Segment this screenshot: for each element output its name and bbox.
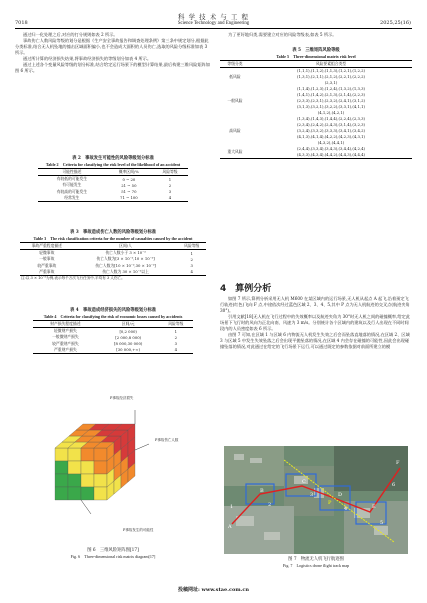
table5-title-en: Table 5 Three-dimensional matrix risk level — [276, 53, 356, 59]
region-label-1: 1 — [230, 504, 234, 510]
table-row: 一般事故 伤亡人数为[3 × 10⁻⁵,10 × 10⁻⁵] 2 — [39, 256, 193, 262]
map-label-c: C — [302, 479, 306, 485]
table4-header: 区间/元 — [98, 321, 159, 328]
figure7-caption-en: Fig. 7 Logistics drone flight track map — [282, 563, 350, 568]
cube-cell — [55, 448, 68, 461]
section-title: 4 算例分析 — [220, 284, 272, 294]
region-label-6: 6 — [392, 482, 396, 488]
figure6-caption-en: Fig. 6 Three-dimensional risk matrix diagram[17] — [70, 554, 156, 559]
table-row: 轻微财产损失 [0,2 000) 1 — [54, 328, 177, 334]
flight-track-map — [224, 446, 408, 554]
table-row: 轻微事故 伤亡人数小于 3 × 10⁻⁵ 1 — [39, 250, 193, 256]
table5-header: 风险要素组合类型 — [250, 61, 412, 68]
cube-cell — [68, 448, 81, 461]
table5 — [220, 60, 412, 159]
risk-cube-diagram — [15, 388, 211, 548]
cube-cell — [68, 461, 81, 474]
right-text — [220, 296, 412, 350]
cube-cell — [81, 487, 94, 500]
cube-cell — [94, 448, 107, 461]
map-label-p: P — [328, 500, 332, 506]
axis-label-bottom: P事故发生的可能性 — [123, 528, 154, 532]
table3-title-cn: 表 3 事故造成伤亡人数的风险等级划分标准 — [69, 230, 157, 235]
figure7-map — [224, 446, 408, 554]
map-label-e: E — [372, 504, 376, 510]
map-label-f: F — [396, 460, 400, 466]
page-number: 7018 — [15, 20, 28, 26]
region-label-4: 4 — [344, 506, 348, 512]
paragraph: 由图 7 可知,在区域 1 与区域 6 内物流无人机发生失效之后会而坠落直地落的情况,在区域 2、区域 3 与区域 5 中发生失效坠落之后会出现平抛坠落的情况,在区域 4 内会存在碰撞的可能性,因此会出现碰撞坠落的情况,对此通过在给定的飞行场景下运行,可以通过既定的参数依据对前面所建立的模 — [220, 332, 410, 349]
axis-line — [81, 500, 91, 514]
table2-header: 风险等级 — [152, 169, 188, 176]
table-row: 经常发生 71 ~ 100 4 — [64, 194, 172, 201]
table-row: 有较低的可能发生 0 ~ 20 1 — [56, 176, 172, 182]
table-row: 有较高的可能发生 51 ~ 70 3 — [56, 188, 172, 195]
table-row: 一般风险 (1,1,4),(1,2,3),(1,2,4),(1,3,2),(1,3,3) (1,4,1),(1,4,2),(2,1,3),(2,1,4),(2,2,3) (2,3,3),(2,3,1),(2,3,2),(2,4,1),(3,1,2) (3,1,3),(3,2,1),(3,2,2),(3,3,1),(4,1,1) (4,1,2),(4,2,1) — [227, 86, 365, 116]
cube-cell — [55, 487, 68, 500]
table2-header: 可能性描述 — [38, 169, 106, 176]
table4-header: 风险等级 — [159, 321, 193, 328]
paragraph: 通过上述各个变量风险等级的划分标准,结合给定运行场景下的模型计算结果,最后构建三维风险矩阵如图 6 所示。 — [15, 62, 210, 73]
table2-title-cn: 表 2 事故发生可能性的风险等级划分标准 — [72, 156, 154, 161]
cube-cell — [81, 474, 94, 487]
table-row: 重大风险 (2,4,4),(3,3,4),(3,4,3),(3,4,4),(4,2,4) (4,3,3),(4,3,4),(4,4,2),(4,4,3),(4,4,4) — [227, 146, 365, 158]
header-rule — [15, 28, 412, 29]
table2-block — [15, 156, 211, 202]
map-label-d: D — [338, 492, 343, 498]
paragraph: 通过归一化处理之后,对应的打分规则如表 2 所示。 — [23, 32, 118, 37]
table-row: 严重事故 伤亡人数为 30 × 10⁻⁵以上 4 — [39, 268, 193, 275]
table-row: 较严重事故 伤亡人数为[10 × 10⁻⁵,30 × 10⁻⁵] 3 — [37, 262, 193, 269]
table2-title-en: Table 2 Criteria for classifying the risk level of the likelihood of an accident — [45, 161, 181, 167]
paragraph: 事故伤亡人数风险等级的划分是根据《生产安全事故报告和调查处理条例》第三条中规定划分,根据此分类标准,结合无人机坠地的撞击区域面积偏小,也不会造成大面积的人员伤亡,选取的风险分级标准如表 3 所示。 — [15, 38, 209, 55]
table3-block — [15, 230, 211, 281]
table3-title-en: Table 3 The risk classification criteria for the number of casualties caused by the accident — [33, 235, 193, 241]
table3-note: 注:以 3 × 10⁻⁵为例,表示每千万次飞行任务中,平均有 3 人伤亡。 — [21, 275, 125, 280]
axis-line — [135, 444, 149, 450]
table2 — [38, 168, 188, 202]
issue: 2025,25(16) — [380, 20, 411, 26]
table5-title-cn: 表 5 三维矩阵风险等级 — [292, 48, 340, 53]
table3-header: 风险等级 — [178, 243, 206, 250]
cube-cell — [81, 448, 94, 461]
figure7-caption-cn: 图 7 物流无人机飞行航迹图 — [288, 557, 344, 562]
cube-cell — [94, 474, 107, 487]
axis-label-top: P事故经济损失 — [110, 396, 134, 400]
region-label-5: 5 — [380, 520, 384, 526]
map-label-a: A — [228, 524, 232, 530]
table-row: 严重财产损失 [30 000,+∞) 4 — [54, 346, 177, 353]
cube-cell — [55, 461, 68, 474]
table4-header: 财产损失程度描述 — [33, 321, 98, 328]
journal-title-en: Science Technology and Engineering — [177, 21, 250, 26]
cube-cell — [81, 461, 94, 474]
journal-title-cn: 科 学 技 术 与 工 程 — [178, 13, 249, 21]
cube-cell — [94, 487, 107, 500]
paragraph: 引用文献[18]无人机在飞行过程中的失效概率以及航迹夹角为 30°时无人机之间的碰撞概率,给定此场景下飞行时的风向为正北向南、风速为 3 m/s。分别统计各个区域内的建筑以及行人出现在不同时间段内的人员密度如表 6 所示。 — [220, 314, 410, 331]
table4-title-en: Table 4 Criteria for classifying the risk of economic losses caused by accidents — [43, 313, 183, 319]
paragraph: 通过所计算的经济损失结果,将事故经济损失的等级划分如表 4 所示。 — [23, 56, 152, 61]
table3 — [20, 242, 206, 276]
left-text-1 — [15, 32, 211, 74]
table4 — [33, 320, 193, 354]
cube-cell — [68, 474, 81, 487]
table-row: 高风险 (1,3,4),(1,4,3),(1,4,4),(2,2,4),(2,3,3) (2,3,4),(2,4,2),(2,4,3),(3,1,4),(3,2,3) (3,2,4),(3,3,2),(3,3,3),(3,4,1),(3,4,2) (4,1,3),(4,1,4),(4,2,2),(4,2,3),(4,3,1) (4,3,2),(4,4,1) — [229, 116, 365, 146]
axis-label-right: P事故伤亡人数 — [155, 438, 179, 442]
table-row: 一般微财产损失 [2 000,8 000) 2 — [52, 334, 177, 340]
table-row: 低风险 (1,1,1),(1,1,2),(1,1,3),(1,2,1),(1,2,2) (1,3,1),(2,1,1),(2,1,2),(2,2,1),(2,2,2) (2,3,1) — [229, 68, 365, 86]
figure6 — [15, 388, 211, 568]
region-label-2: 2 — [268, 502, 272, 508]
cube-cell — [55, 474, 68, 487]
table4-block — [15, 308, 211, 354]
map-label-b: B — [260, 488, 264, 494]
footer: 投稿网址: www.stae.com.cn — [177, 587, 250, 593]
region-label-3: 3 — [310, 492, 314, 498]
paragraph: 如图 7 所示,算例分析采用无人机 M600 在某区域内的运行场景,无人机从起点 A 起飞,沿着预定飞行轨迹(红色)飞向 F 点,中途依次经过蓝色区域 2、3、4、5,其中 P 点为无人机航迹的交叉点(航迹夹角 30°)。 — [220, 296, 410, 313]
cube-cell — [94, 461, 107, 474]
table4-title-cn: 表 4 事故造成经济损失的风险等级划分标准 — [69, 308, 157, 313]
table3-header: 事故严重程度描述 — [20, 243, 74, 250]
table3-header: 区间/人 — [74, 243, 178, 250]
table-row: 有可能发生 21 ~ 50 2 — [62, 182, 172, 188]
table2-header: 概率区间/% — [106, 169, 152, 176]
table5-block — [220, 48, 412, 159]
table-row: 较严重财产损失 [8 000,30 000) 3 — [52, 340, 177, 347]
cube-cell — [68, 487, 81, 500]
right-intro: 为了更好地归类,需要建立对应的风险等级表,如表 5 所示。 — [228, 32, 337, 37]
table5-header: 等级分类 — [220, 61, 250, 68]
figure6-caption-cn: 图 6 三维风险矩阵图[17] — [87, 548, 139, 553]
